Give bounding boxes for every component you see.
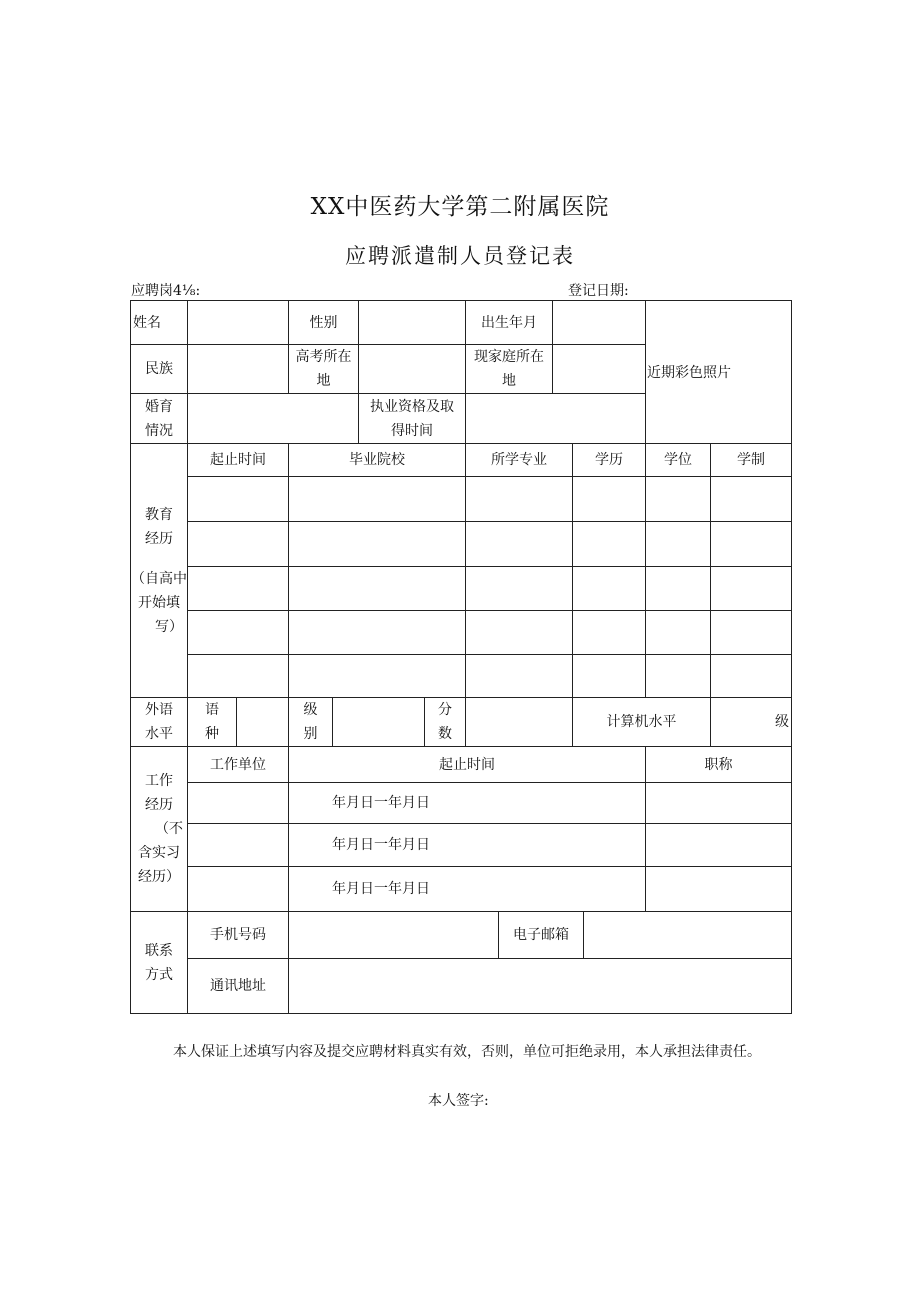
gender-label: 性别: [309, 314, 338, 331]
photo-label: 近期彩色照片: [647, 364, 731, 381]
address-label: 通讯地址: [210, 978, 266, 994]
edu-col-school: 毕业院校: [349, 452, 405, 468]
document-subtitle: 应聘派遣制人员登记表: [345, 244, 575, 268]
phone-label: 手机号码: [210, 927, 266, 943]
language-level-field[interactable]: [333, 698, 424, 746]
document-title: XX中医药大学第二附属医院: [310, 194, 610, 220]
work-label: 工作 经历 （不 含实习 经历）: [138, 773, 183, 885]
edu-col-degree: 学位: [664, 452, 692, 468]
license-field[interactable]: [466, 394, 645, 443]
marriage-label: 婚育 情况: [145, 398, 173, 439]
home-location-field[interactable]: [553, 345, 645, 393]
language-score-label: 分 数: [438, 702, 452, 742]
edu-col-degree-level: 学历: [595, 452, 623, 468]
gender-field[interactable]: [359, 301, 465, 344]
work-period-row-2: 年月日一年月日: [332, 837, 430, 853]
date-label: 登记日期:: [568, 283, 629, 299]
ethnicity-field[interactable]: [188, 345, 288, 393]
address-field[interactable]: [289, 959, 791, 1013]
gaokao-location-field[interactable]: [359, 345, 465, 393]
birth-field[interactable]: [553, 301, 645, 344]
education-label: 教育 经历 （自高中 开始填 写）: [131, 506, 187, 635]
language-score-field[interactable]: [466, 698, 572, 746]
language-type-label: 语 种: [205, 702, 219, 742]
work-col-period: 起止时间: [439, 756, 495, 773]
computer-level-label: 计算机水平: [606, 714, 677, 730]
phone-field[interactable]: [289, 912, 498, 958]
marriage-field[interactable]: [188, 394, 358, 443]
birth-label: 出生年月: [481, 314, 537, 331]
language-level-label: 级 别: [303, 702, 318, 742]
language-label: 外语 水平: [145, 702, 173, 742]
work-col-employer: 工作单位: [210, 756, 266, 773]
edu-col-period: 起止时间: [210, 452, 266, 468]
position-label: 应聘岗4⅛:: [131, 283, 201, 299]
ethnicity-label: 民族: [145, 361, 173, 377]
edu-col-major: 所学专业: [491, 452, 547, 468]
email-label: 电子邮箱: [513, 927, 569, 943]
work-period-row-3: 年月日一年月日: [332, 881, 430, 897]
signature-label: 本人签字:: [428, 1093, 489, 1109]
photo-placeholder[interactable]: [647, 300, 791, 443]
edu-col-duration: 学制: [737, 452, 765, 468]
work-period-row-1: 年月日一年月日: [332, 795, 430, 811]
language-type-field[interactable]: [237, 698, 288, 746]
work-col-title: 职称: [704, 756, 733, 773]
gaokao-location-label: 高考所在 地: [295, 349, 352, 389]
home-location-label: 现家庭所在 地: [474, 349, 544, 389]
name-field[interactable]: [188, 301, 288, 344]
computer-level-suffix: 级: [775, 714, 789, 730]
declaration-statement: 本人保证上述填写内容及提交应聘材料真实有效，否则，单位可拒绝录用，本人承担法律责任。: [173, 1044, 761, 1060]
email-field[interactable]: [584, 912, 791, 958]
name-label: 姓名: [133, 314, 161, 331]
license-label: 执业资格及取 得时间: [370, 398, 454, 439]
contact-label: 联系 方式: [145, 942, 173, 983]
